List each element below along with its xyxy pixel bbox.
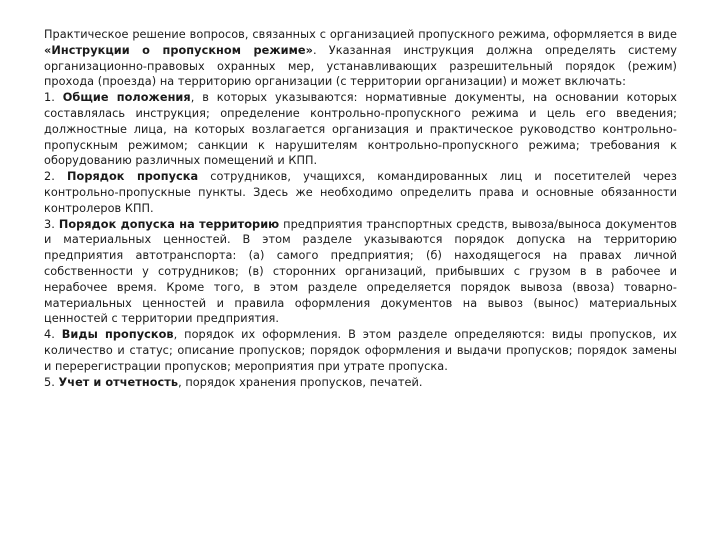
section-pass-procedure <box>44 169 677 216</box>
section-number: 3. <box>44 217 59 231</box>
intro-text-2: . Указанная инструкция должна определять систему организационно-правовых охранных мер, устанавливающих разрешительный порядок (режим) прохода (проезда) на территорию организации (с территории организации) и может включать: <box>44 43 678 89</box>
section-title: Учет и отчетность <box>58 375 179 389</box>
document-text <box>44 27 677 390</box>
intro-text-1: Практическое решение вопросов, связанных с организацией пропускного режима, оформляется в виде <box>44 28 677 41</box>
intro-paragraph <box>44 27 677 90</box>
section-title: Порядок пропуска <box>67 170 199 184</box>
intro-bold-title: «Инструкции о пропускном режиме» <box>44 43 313 57</box>
section-title: Виды пропусков <box>61 328 174 342</box>
section-number: 2. <box>44 170 68 184</box>
section-title: Порядок допуска на территорию <box>58 217 280 231</box>
section-text: , порядок их оформления. В этом разделе определяются: виды пропусков, их количество и статус; описание пропусков; порядок оформления и выдачи пропусков; порядок замены и перерегистрации пропусков; мероприятия при утрате пропуска. <box>44 328 677 373</box>
section-title: Общие положения <box>62 91 191 105</box>
section-territory-access <box>44 217 677 328</box>
section-text: сотрудников, учащихся, командированных лиц и посетителей через контрольно-пропускные пункты. Здесь же необходимо определить права и основные обязанности контролеров КПП. <box>44 170 677 215</box>
section-pass-types <box>44 327 677 374</box>
section-number: 1. <box>44 91 63 105</box>
section-number: 5. <box>44 375 59 389</box>
section-text: предприятия транспортных средств, вывоза/выноса документов и материальных ценностей. В этом разделе указываются порядок допуска на территорию предприятия автотранспорта: (а) самого предприятия; (б) находящегося на правах личной собственности у сотрудников; (в) сторонних организаций, прибывших с грузом в в рабочее и нерабочее время. Кроме того, в этом разделе определяется порядок вывоза (ввоза) товарно-материальных ценностей и правила оформления документов на вывоз (вынос) материальных ценностей с территории предприятия. <box>44 217 677 326</box>
section-text: , в которых указываются: нормативные документы, на основании которых составлялась инструкция; определение контрольно-пропускного режима и цель его введения; должностные лица, на которых возлагается организация и практическое руководство контрольно-пропускным режимом; санкции к нарушителям контрольно-пропускного режима; требования к оборудованию различных помещений и КПП. <box>44 91 677 168</box>
section-number: 4. <box>44 328 62 342</box>
section-general-provisions <box>44 90 677 169</box>
section-accounting <box>44 375 677 391</box>
section-text: , порядок хранения пропусков, печатей. <box>178 375 423 389</box>
